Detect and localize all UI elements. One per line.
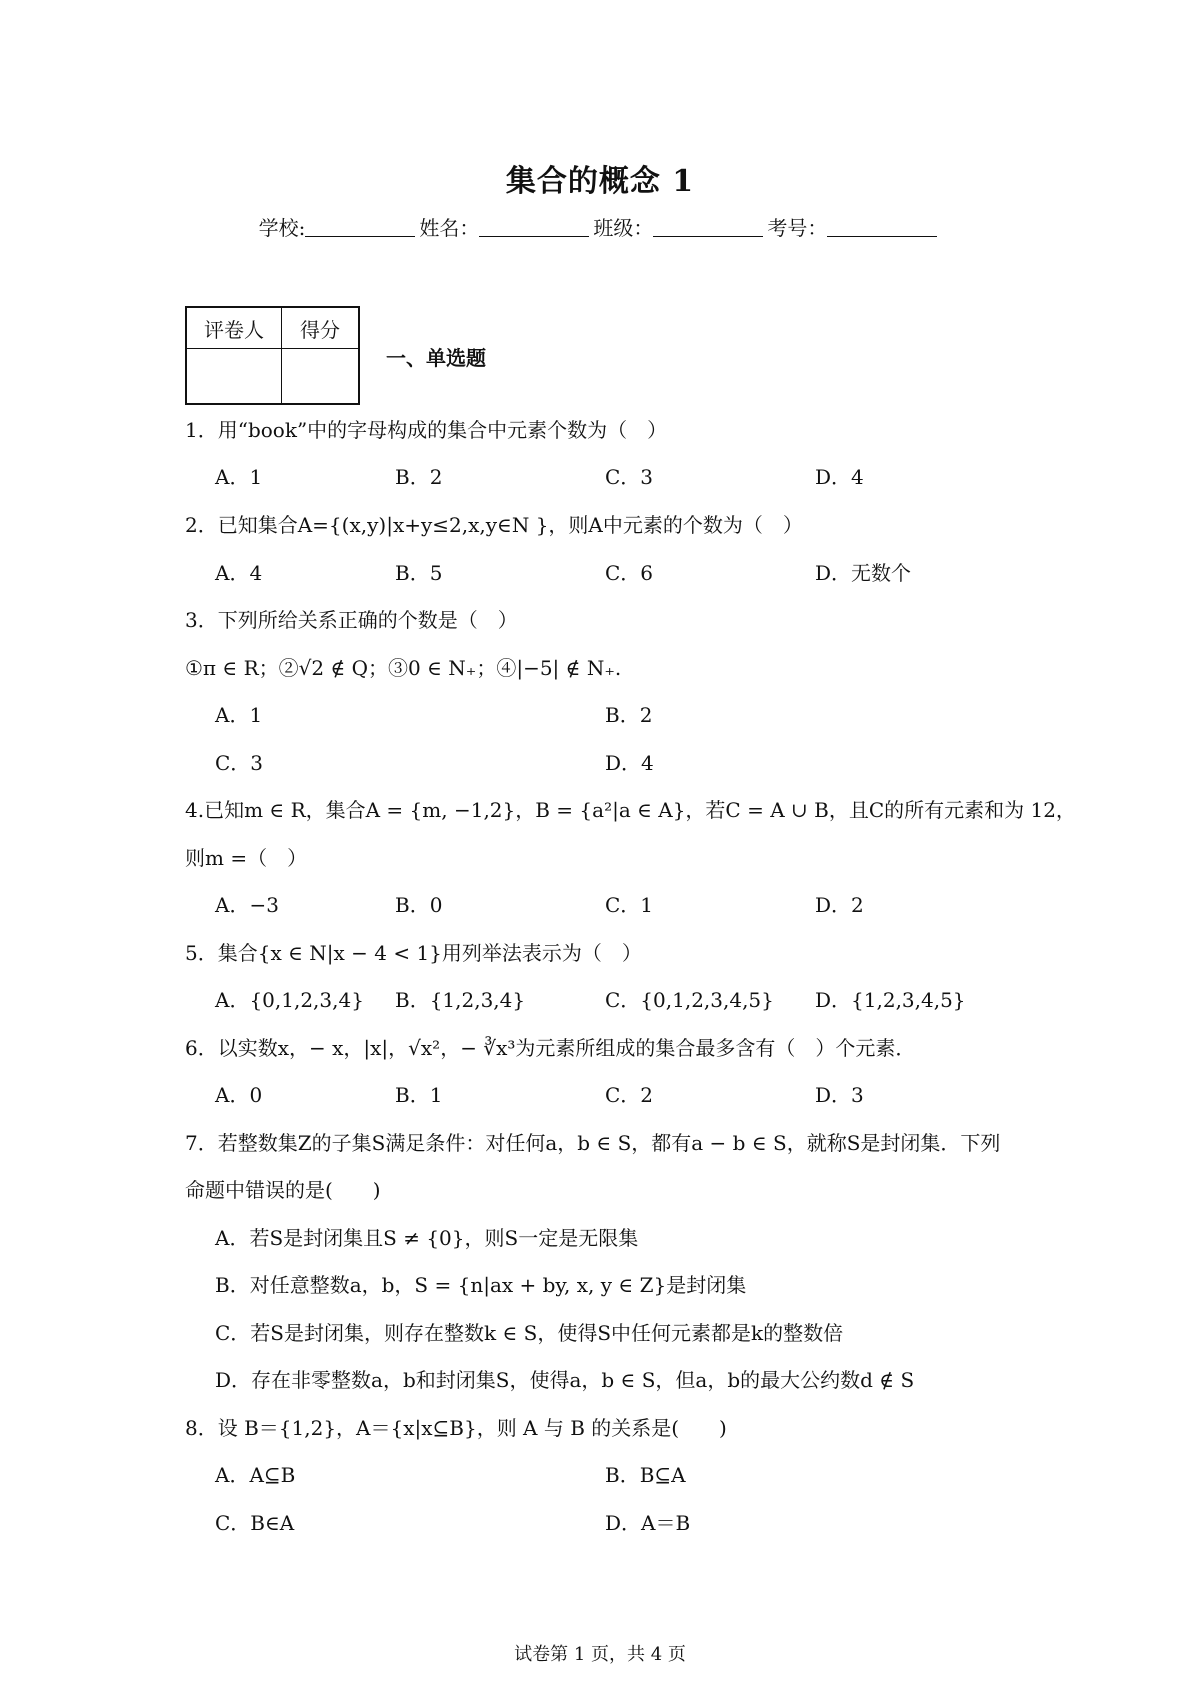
option[interactable]: A．4 xyxy=(215,561,263,585)
class-label: 班级： xyxy=(593,216,654,240)
question-text: 以实数x，− x，|x|，√x²，− ∛x³为元素所组成的集合最多含有（ ）个元素． xyxy=(217,1036,916,1060)
option[interactable]: B．5 xyxy=(395,561,443,585)
question-1 xyxy=(185,415,667,445)
question-text: 已知集合A={(x,y)|x+y≤2,x,y∈N }，则A中元素的个数为（ ） xyxy=(217,513,803,537)
option[interactable]: D．存在非零整数a，b和封闭集S，使得a，b ∈ S，但a，b的最大公约数d ∉ S xyxy=(215,1368,915,1392)
option[interactable]: A．−3 xyxy=(215,893,279,917)
exam-no-label: 考号： xyxy=(767,216,828,240)
question-number: 8． xyxy=(185,1416,218,1440)
school-blank[interactable] xyxy=(305,216,415,237)
question-6 xyxy=(185,1033,915,1063)
option[interactable]: B．B⊆A xyxy=(605,1463,686,1487)
question-text: 用“book”中的字母构成的集合中元素个数为（ ） xyxy=(217,418,668,442)
question-text: 下列所给关系正确的个数是（ ） xyxy=(217,608,518,632)
option[interactable]: B．对任意整数a，b，S = {n|ax + by, x, y ∈ Z}是封闭集 xyxy=(215,1273,747,1297)
option[interactable]: A．1 xyxy=(215,465,263,489)
question-7 xyxy=(185,1128,1000,1158)
option[interactable]: B．2 xyxy=(605,703,653,727)
question-text: 已知m ∈ R，集合A = {m, −1,2}，B = {a²|a ∈ A}，若C = A ∪ B，且C的所有元素和为 12， xyxy=(204,798,1076,822)
question-number: 4. xyxy=(185,798,205,822)
grader-header: 评卷人 xyxy=(186,307,282,349)
question-3-statements: ①π ∈ R；②√2 ∉ Q；③0 ∈ N₊；④|−5| ∉ N₊. xyxy=(185,656,622,680)
option[interactable]: C．3 xyxy=(605,465,654,489)
name-label: 姓名： xyxy=(419,216,480,240)
score-header: 得分 xyxy=(282,307,360,349)
section-heading: 一、单选题 xyxy=(386,346,486,370)
option[interactable]: D．无数个 xyxy=(815,561,912,585)
option[interactable]: D．A＝B xyxy=(605,1511,691,1535)
option[interactable]: D．4 xyxy=(815,465,864,489)
question-text: 设 B＝{1,2}，A＝{x|x⊆B}，则 A 与 B 的关系是( ) xyxy=(217,1416,727,1440)
page-title: 集合的概念 1 xyxy=(505,164,695,199)
question-4-line2: 则m =（ ） xyxy=(185,846,308,870)
school-label: 学校: xyxy=(258,216,306,240)
question-number: 2． xyxy=(185,513,218,537)
option[interactable]: A．0 xyxy=(215,1083,263,1107)
question-number: 1． xyxy=(185,418,218,442)
exam-no-blank[interactable] xyxy=(827,216,937,237)
option[interactable]: C．2 xyxy=(605,1083,654,1107)
question-2 xyxy=(185,510,803,540)
score-table xyxy=(185,306,360,405)
option[interactable]: D．2 xyxy=(815,893,864,917)
option[interactable]: B．2 xyxy=(395,465,443,489)
question-text: 集合{x ∈ N|x − 4 < 1}用列举法表示为（ ） xyxy=(217,941,642,965)
option[interactable]: A．1 xyxy=(215,703,263,727)
question-number: 3． xyxy=(185,608,218,632)
option[interactable]: A．若S是封闭集且S ≠ {0}，则S一定是无限集 xyxy=(215,1226,639,1250)
question-5 xyxy=(185,938,642,968)
grader-cell[interactable] xyxy=(186,349,282,405)
page-footer: 试卷第 1 页，共 4 页 xyxy=(514,1644,686,1665)
student-info-line xyxy=(0,212,1200,241)
question-number: 5． xyxy=(185,941,218,965)
option[interactable]: C．3 xyxy=(215,751,264,775)
name-blank[interactable] xyxy=(479,216,589,237)
question-number: 6． xyxy=(185,1036,218,1060)
score-cell[interactable] xyxy=(282,349,360,405)
option[interactable]: D．3 xyxy=(815,1083,864,1107)
question-number: 7． xyxy=(185,1131,218,1155)
option[interactable]: D．4 xyxy=(605,751,654,775)
option[interactable]: C．{0,1,2,3,4,5} xyxy=(605,988,774,1012)
option[interactable]: B．0 xyxy=(395,893,443,917)
question-3 xyxy=(185,605,518,635)
question-7-line2: 命题中错误的是( ) xyxy=(185,1178,381,1202)
option[interactable]: C．6 xyxy=(605,561,654,585)
question-4 xyxy=(185,795,1076,825)
option[interactable]: C．若S是封闭集，则存在整数k ∈ S，使得S中任何元素都是k的整数倍 xyxy=(215,1321,844,1345)
option[interactable]: D．{1,2,3,4,5} xyxy=(815,988,966,1012)
option[interactable]: C．B∈A xyxy=(215,1511,295,1535)
option[interactable]: B．1 xyxy=(395,1083,443,1107)
class-blank[interactable] xyxy=(653,216,763,237)
option[interactable]: A．{0,1,2,3,4} xyxy=(215,988,364,1012)
question-text: 若整数集Z的子集S满足条件：对任何a，b ∈ S，都有a − b ∈ S，就称S是封闭集．下列 xyxy=(217,1131,1001,1155)
option[interactable]: A．A⊆B xyxy=(215,1463,296,1487)
option[interactable]: C．1 xyxy=(605,893,654,917)
option[interactable]: B．{1,2,3,4} xyxy=(395,988,526,1012)
question-8 xyxy=(185,1413,727,1443)
